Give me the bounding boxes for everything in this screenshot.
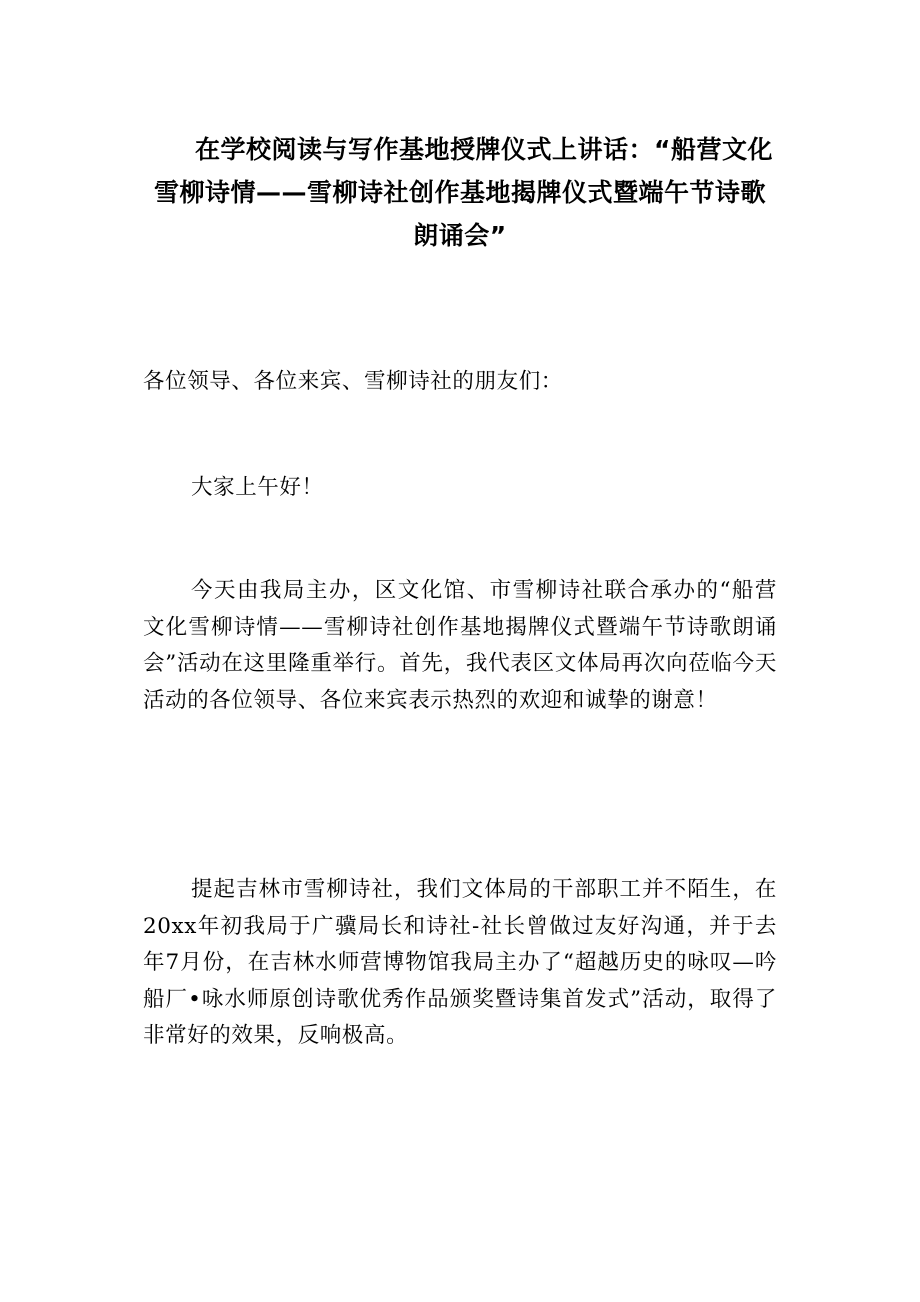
paragraph-history: 提起吉林市雪柳诗社，我们文体局的干部职工并不陌生，在20xx年初我局于广骥局长和诗社-社长曾做过友好沟通，并于去年7月份，在吉林水师营博物馆我局主办了“超越历史的咏叹—吟船厂•咏水师原创诗歌优秀作品颁奖暨诗集首发式”活动，取得了非常好的效果，反响极高。 [143,877,777,1049]
document-title [143,128,777,257]
paragraph-opening: 今天由我局主办，区文化馆、市雪柳诗社联合承办的“船营文化雪柳诗情——雪柳诗社创作基地揭牌仪式暨端午节诗歌朗诵会”活动在这里隆重举行。首先，我代表区文体局再次向莅临今天活动的各位领导、各位来宾表示热烈的欢迎和诚挚的谢意！ [143,578,777,713]
greeting: 大家上午好！ [191,475,324,500]
salutation: 各位领导、各位来宾、雪柳诗社的朋友们： [143,369,563,394]
document-title-text: 在学校阅读与写作基地授牌仪式上讲话：“船营文化雪柳诗情——雪柳诗社创作基地揭牌仪式暨端午节诗歌朗诵会” [153,135,773,250]
